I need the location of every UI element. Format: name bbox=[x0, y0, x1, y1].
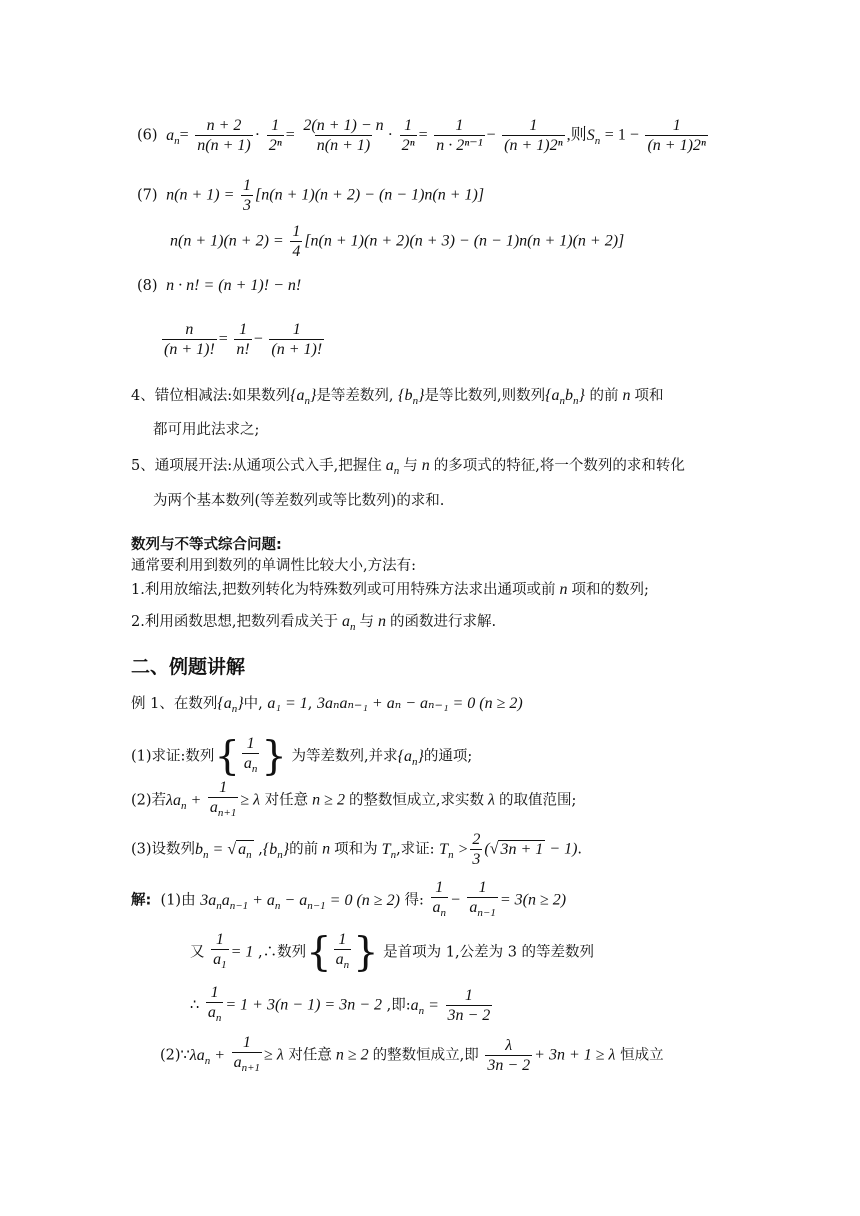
fraction: $\frac{1}{a_1}$ bbox=[211, 930, 229, 975]
formula-8b: $\frac{n}{(n + 1)!}$ = $\frac{1}{n!}$ − $\frac{1}{(n + 1)!}$ bbox=[164, 321, 323, 358]
formula-6: (6) $a_n=$ $\frac{n + 2}{n(n + 1)}$ · $\frac{1}{\text{2ⁿ}}$ = $\frac{2(n + 1) - n}{n(n + 1)}$ · $\frac{1}{\text{2ⁿ}}$ = $\frac{1}{\text{n · 2ⁿ⁻¹}}$ − $\frac{1}{\text{(n + 1)2ⁿ}}$ ,则$S_n = 1$ − $\frac{1}{\text{(n + 1)2ⁿ}}$ bbox=[137, 117, 706, 154]
fraction: $\frac{1}{a_{n-1}}$ bbox=[467, 878, 497, 923]
fraction: $\frac{1}{3n - 2}$ bbox=[447, 987, 491, 1025]
method-4-cont: 都可用此法求之; bbox=[153, 422, 260, 438]
fraction: $\frac{n + 2}{n(n + 1)}$ bbox=[197, 117, 251, 154]
example-1-q3: (3)设数列$b_n$ = √ $a_n$ $,\{b_n\}$的前 n 项和为 $T_n$,求证: $T_n$ > $\frac{2}{3}$ (√ 3n + 1 − 1). bbox=[131, 831, 583, 868]
formula-8a: (8) n · n! = (n + 1)! − n! bbox=[137, 277, 302, 294]
fraction: $\frac{1}{a_{n+1}}$ bbox=[232, 1033, 262, 1078]
fraction: $\frac{1}{a_{n+1}}$ bbox=[208, 778, 238, 823]
solution-step-2: 又 $\frac{1}{a_1}$ = 1 ,∴数列{ $\frac{1}{a_n}$ } 是首项为 1,公差为 3 的等差数列 bbox=[190, 929, 595, 976]
fraction: $\frac{1}{(n + 1)!}$ bbox=[271, 321, 323, 358]
method-5-cont: 为两个基本数列(等差数列或等比数列)的求和. bbox=[153, 493, 445, 509]
fraction: $\frac{1}{a_n}$ bbox=[431, 878, 449, 923]
formula-8-label: (8) bbox=[137, 278, 158, 294]
fraction: $\frac{n}{(n + 1)!}$ bbox=[164, 321, 215, 358]
solution-step-1: 解: (1)由 $3a_na_{n-1} + a_n - a_{n-1} = 0$ (n ≥ 2) 得: $\frac{1}{a_n}$ − $\frac{1}{a_{n-1}}$ = 3(n ≥ 2) bbox=[131, 878, 566, 923]
formula-7a: (7) n(n + 1) = $\frac{1}{3}$ [n(n + 1)(n + 2) − (n − 1)n(n + 1)] bbox=[137, 177, 485, 214]
fraction: $\frac{1}{a_n}$ bbox=[334, 930, 352, 975]
ineq-item-1: 1.利用放缩法,把数列转化为特殊数列或可用特殊方法求出通项或前 n 项和的数列; bbox=[131, 581, 649, 598]
formula-6-label: (6) bbox=[137, 127, 158, 144]
method-5: 5、通项展开法:从通项公式入手,把握住 $a_n$ 与 n 的多项式的特征,将一个数列的求和转化 bbox=[131, 457, 685, 478]
fraction: $\frac{1}{4}$ bbox=[292, 223, 301, 260]
formula-7-label: (7) bbox=[137, 187, 158, 204]
section-heading: 二、例题讲解 bbox=[131, 656, 246, 678]
solution-step-3: ∴ $\frac{1}{a_n}$ = 1 + 3(n − 1) = 3n − 2 ,即$:a_n$ = $\frac{1}{3n - 2}$ bbox=[190, 983, 494, 1028]
ineq-item-2: 2.利用函数思想,把数列看成关于 $a_n$ 与 n 的函数进行求解. bbox=[131, 613, 497, 634]
fraction: $\frac{2}{3}$ bbox=[472, 831, 481, 868]
fraction: $\frac{1}{a_n}$ bbox=[242, 734, 260, 779]
fraction: $\frac{1}{3}$ bbox=[243, 177, 252, 214]
fraction: $\frac{2(n + 1) - n}{n(n + 1)}$ bbox=[303, 117, 384, 154]
fraction: $\frac{1}{\text{2ⁿ}}$ bbox=[268, 117, 282, 154]
fraction: $\frac{1}{\text{n · 2ⁿ⁻¹}}$ bbox=[436, 117, 483, 154]
fraction: $\frac{1}{\text{(n + 1)2ⁿ}}$ bbox=[504, 117, 563, 154]
fraction: $\frac{1}{a_n}$ bbox=[206, 983, 224, 1028]
example-1-q1: (1)求证:数列{ $\frac{1}{a_n}$ } 为等差数列,并求$\{a_n\}$的通项; bbox=[131, 733, 473, 780]
fraction: $\frac{\lambda}{3n - 2}$ bbox=[487, 1037, 531, 1075]
example-1-q2: (2)若$\lambda a_n$ + $\frac{1}{a_{n+1}}$ ≥ λ 对任意 n ≥ 2 的整数恒成立,求实数 λ 的取值范围; bbox=[131, 778, 576, 823]
formula-7b: n(n + 1)(n + 2) = $\frac{1}{4}$ [n(n + 1)(n + 2)(n + 3) − (n − 1)n(n + 1)(n + 2)] bbox=[170, 223, 625, 260]
ineq-title: 数列与不等式综合问题: bbox=[131, 537, 282, 553]
method-4: 4、错位相减法:如果数列$\{a_n\}$是等差数列, $\{b_n\}$是等比数列,则数列$\{a_nb_n\}$ 的前 n 项和 bbox=[131, 387, 664, 408]
ineq-intro: 通常要利用到数列的单调性比较大小,方法有: bbox=[131, 558, 416, 574]
example-1-intro: 例 1、在数列$\{a_n\}$中, a₁ = 1, 3aₙaₙ₋₁ + aₙ − aₙ₋₁ = 0 (n ≥ 2) bbox=[131, 695, 523, 716]
fraction: $\frac{1}{n!}$ bbox=[236, 321, 250, 358]
fraction: $\frac{1}{\text{(n + 1)2ⁿ}}$ bbox=[647, 117, 706, 154]
solution-step-4: $(2)\because\lambda a_n$ + $\frac{1}{a_{n+1}}$ ≥ λ 对任意 n ≥ 2 的整数恒成立,即 $\frac{\lambda}{3n - 2}$ + 3n + 1 ≥ λ 恒成立 bbox=[160, 1033, 664, 1078]
fraction: $\frac{1}{\text{2ⁿ}}$ bbox=[401, 117, 415, 154]
